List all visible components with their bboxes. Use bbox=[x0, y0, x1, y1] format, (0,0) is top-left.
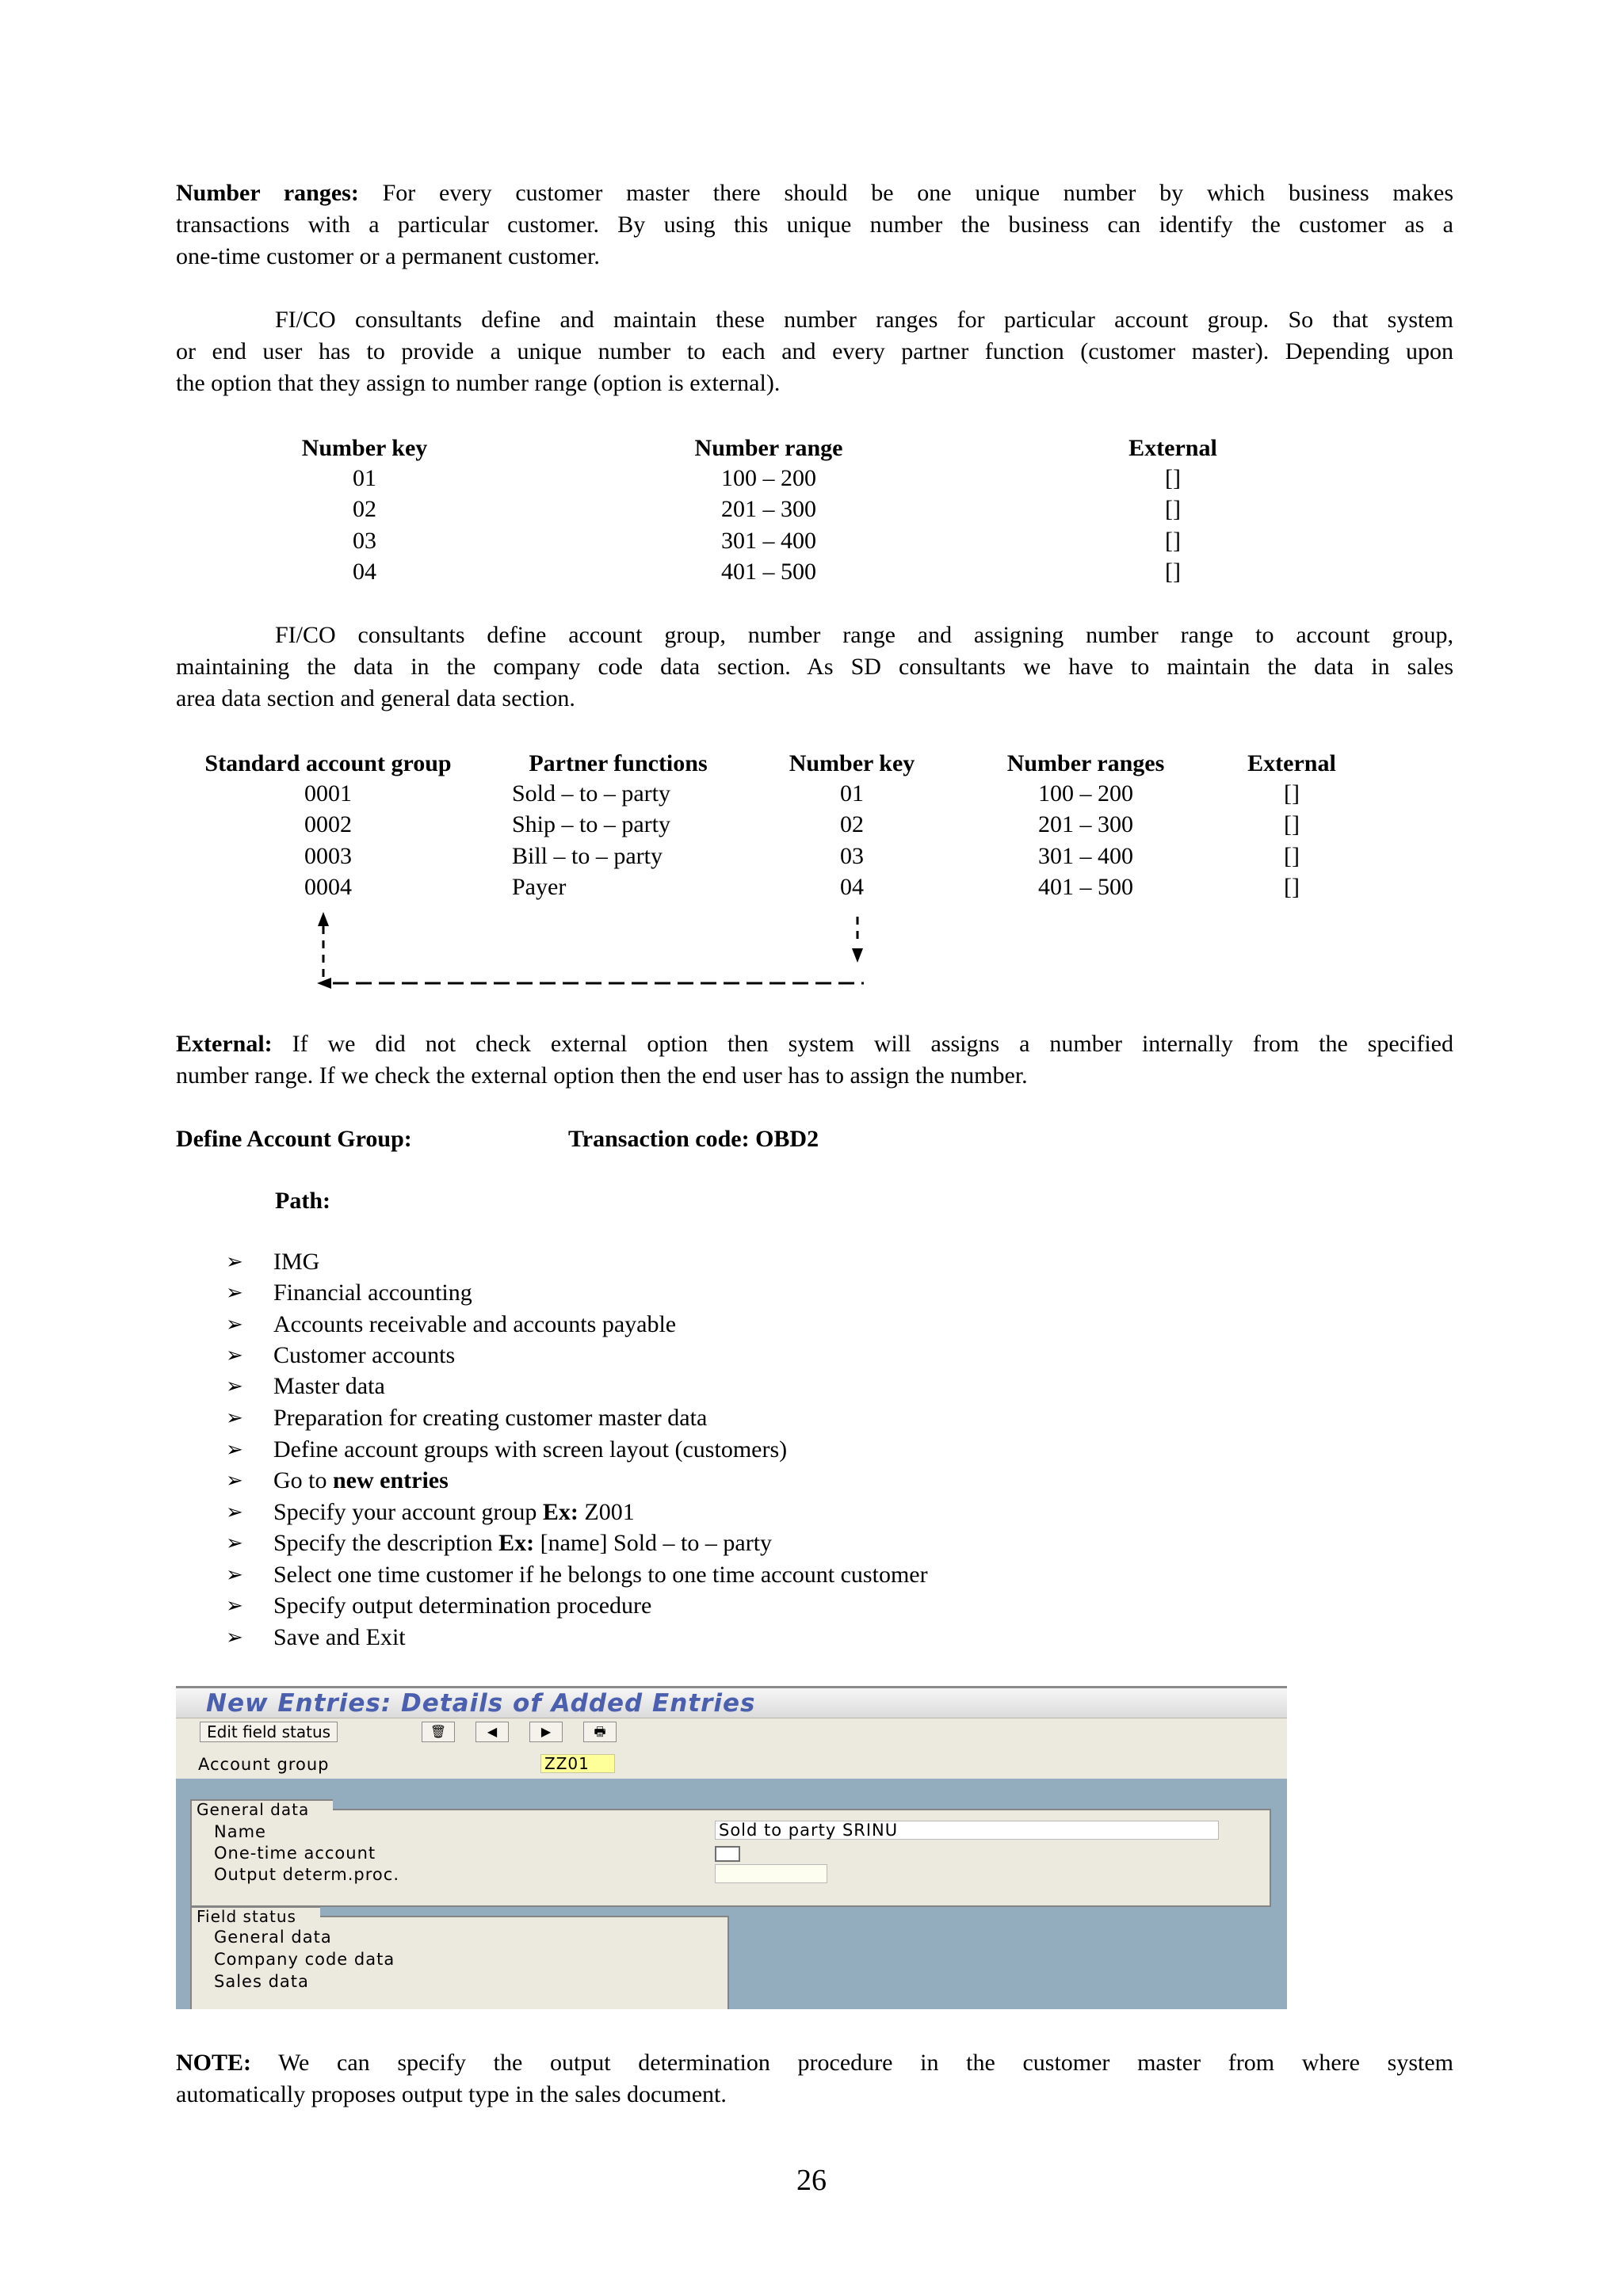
field-status-general-data[interactable]: General data bbox=[214, 1928, 332, 1947]
field-status-company-code-data[interactable]: Company code data bbox=[214, 1950, 395, 1969]
para-line: one-time customer or a permanent customer. bbox=[176, 243, 600, 269]
up-arrowhead bbox=[318, 912, 329, 926]
table-cell: [] bbox=[1165, 528, 1181, 554]
number-ranges-heading: Number ranges: bbox=[176, 180, 359, 206]
arrow-bullet-icon: ➢ bbox=[226, 1438, 243, 1462]
one-time-account-label: One-time account bbox=[214, 1844, 376, 1863]
table-cell: 03 bbox=[840, 843, 864, 869]
table-header: Standard account group bbox=[204, 750, 452, 776]
para-line: transactions with a particular customer. By using this unique number the business can identify the customer as a bbox=[176, 212, 1453, 238]
arrow-bullet-icon: ➢ bbox=[226, 1406, 243, 1430]
table-cell: 201 – 300 bbox=[1038, 811, 1133, 837]
left-arrowhead bbox=[317, 978, 331, 989]
table-cell: [] bbox=[1284, 780, 1300, 807]
arrow-bullet-icon: ➢ bbox=[226, 1531, 243, 1555]
table-cell: [] bbox=[1165, 496, 1181, 522]
sap-screen-title: New Entries: Details of Added Entries bbox=[206, 1689, 756, 1718]
number-ranges-paragraph bbox=[176, 177, 1453, 273]
table-cell: 401 – 500 bbox=[1038, 874, 1133, 900]
para-line: External: If we did not check external option then system will assigns a number internally from the specified bbox=[176, 1031, 1453, 1057]
table-cell: [] bbox=[1284, 811, 1300, 837]
table-header: Partner functions bbox=[529, 750, 708, 776]
table-cell: Bill – to – party bbox=[512, 843, 663, 869]
para-line: maintaining the data in the company code data section. As SD consultants we have to maintain the data in sales bbox=[176, 654, 1453, 680]
table-cell: [] bbox=[1165, 559, 1181, 585]
para-line: Number ranges: For every customer master there should be one unique number by which business makes bbox=[176, 180, 1454, 206]
table-cell: 04 bbox=[840, 874, 864, 900]
table-cell: [] bbox=[1284, 874, 1300, 900]
table-cell: 301 – 400 bbox=[1038, 843, 1133, 869]
general-data-group-title: General data bbox=[190, 1799, 333, 1818]
table-header: Number range bbox=[694, 435, 843, 461]
arrow-bullet-icon: ➢ bbox=[226, 1501, 243, 1524]
arrow-bullet-icon: ➢ bbox=[226, 1313, 243, 1337]
table-cell: 04 bbox=[353, 559, 376, 585]
table-cell: 02 bbox=[840, 811, 864, 837]
table-cell: 01 bbox=[353, 465, 376, 491]
table-cell: [] bbox=[1284, 843, 1300, 869]
edit-field-status-button[interactable]: Edit field status bbox=[200, 1722, 338, 1742]
para-line: area data section and general data section. bbox=[176, 685, 575, 711]
account-group-paragraph bbox=[176, 620, 1453, 715]
para-line: NOTE: We can specify the output determination procedure in the customer master from where system bbox=[176, 2050, 1453, 2076]
para-line: FI/CO consultants define account group, number range and assigning number range to account group, bbox=[275, 622, 1453, 648]
table-cell: [] bbox=[1165, 465, 1181, 491]
table-cell: 401 – 500 bbox=[721, 559, 816, 585]
external-heading: External: bbox=[176, 1031, 273, 1057]
name-field[interactable]: Sold to party SRINU bbox=[715, 1821, 1219, 1840]
table-cell: 0003 bbox=[304, 843, 352, 869]
arrow-bullet-icon: ➢ bbox=[226, 1250, 243, 1274]
down-arrowhead bbox=[852, 948, 863, 963]
table-cell: Ship – to – party bbox=[512, 811, 670, 837]
table-cell: 02 bbox=[353, 496, 376, 522]
para-line: number range. If we check the external option then the end user has to assign the number. bbox=[176, 1062, 1028, 1089]
arrow-bullet-icon: ➢ bbox=[226, 1281, 243, 1305]
field-status-group-title: Field status bbox=[190, 1906, 320, 1925]
table-cell: 100 – 200 bbox=[721, 465, 816, 491]
arrow-bullet-icon: ➢ bbox=[226, 1594, 243, 1618]
account-group-row bbox=[176, 1745, 1287, 1779]
account-group-label: Account group bbox=[198, 1755, 330, 1774]
table-header: Number key bbox=[301, 435, 428, 461]
para-line: the option that they assign to number range (option is external). bbox=[176, 370, 781, 396]
print-icon[interactable]: 🖶 bbox=[583, 1722, 617, 1742]
table-cell: 301 – 400 bbox=[721, 528, 816, 554]
previous-entry-icon[interactable]: ◀ bbox=[475, 1722, 509, 1742]
table-cell: 100 – 200 bbox=[1038, 780, 1133, 807]
table-cell: 0002 bbox=[304, 811, 352, 837]
table-header: External bbox=[1128, 435, 1217, 461]
table-header: Number key bbox=[789, 750, 915, 776]
sap-new-entries-screenshot bbox=[176, 1686, 1287, 2009]
arrow-bullet-icon: ➢ bbox=[226, 1344, 243, 1367]
arrow-bullet-icon: ➢ bbox=[226, 1626, 243, 1650]
para-line: automatically proposes output type in the sales document. bbox=[176, 2081, 727, 2107]
table-cell: 0001 bbox=[304, 780, 352, 807]
table-cell: 01 bbox=[840, 780, 864, 807]
arrow-bullet-icon: ➢ bbox=[226, 1375, 243, 1398]
define-account-group-heading: Define Account Group: bbox=[176, 1126, 412, 1152]
table-cell: 0004 bbox=[304, 874, 352, 900]
table-cell: 03 bbox=[353, 528, 376, 554]
para-line: or end user has to provide a unique number to each and every partner function (customer master). Depending upon bbox=[176, 338, 1453, 364]
table-header: Number ranges bbox=[1006, 750, 1165, 776]
one-time-account-checkbox[interactable] bbox=[715, 1846, 740, 1862]
name-label: Name bbox=[214, 1822, 266, 1841]
external-paragraph bbox=[176, 1028, 1453, 1092]
arrow-bullet-icon: ➢ bbox=[226, 1563, 243, 1587]
table-header: External bbox=[1247, 750, 1336, 776]
transaction-code-heading: Transaction code: OBD2 bbox=[568, 1126, 819, 1152]
output-determ-proc-field[interactable] bbox=[715, 1864, 827, 1883]
table-cell: Sold – to – party bbox=[512, 780, 670, 807]
table-cell: 201 – 300 bbox=[721, 496, 816, 522]
path-label: Path: bbox=[275, 1188, 330, 1214]
table-cell: Payer bbox=[512, 874, 567, 900]
field-status-sales-data[interactable]: Sales data bbox=[214, 1972, 309, 1991]
page-number: 26 bbox=[796, 2164, 827, 2197]
sap-title-bar bbox=[176, 1686, 1287, 1720]
next-entry-icon[interactable]: ▶ bbox=[529, 1722, 563, 1742]
fico-number-ranges-paragraph bbox=[176, 304, 1453, 399]
arrow-bullet-icon: ➢ bbox=[226, 1469, 243, 1493]
account-group-field[interactable]: ZZ01 bbox=[540, 1754, 615, 1773]
output-determ-proc-label: Output determ.proc. bbox=[214, 1865, 399, 1884]
delete-icon[interactable]: 🗑 bbox=[422, 1722, 455, 1742]
para-line: FI/CO consultants define and maintain these number ranges for particular account group. So that system bbox=[275, 307, 1453, 333]
sap-application-toolbar bbox=[176, 1718, 1287, 1746]
note-paragraph bbox=[176, 2047, 1453, 2111]
note-heading: NOTE: bbox=[176, 2050, 252, 2076]
number-key-link-diagram bbox=[309, 907, 880, 994]
